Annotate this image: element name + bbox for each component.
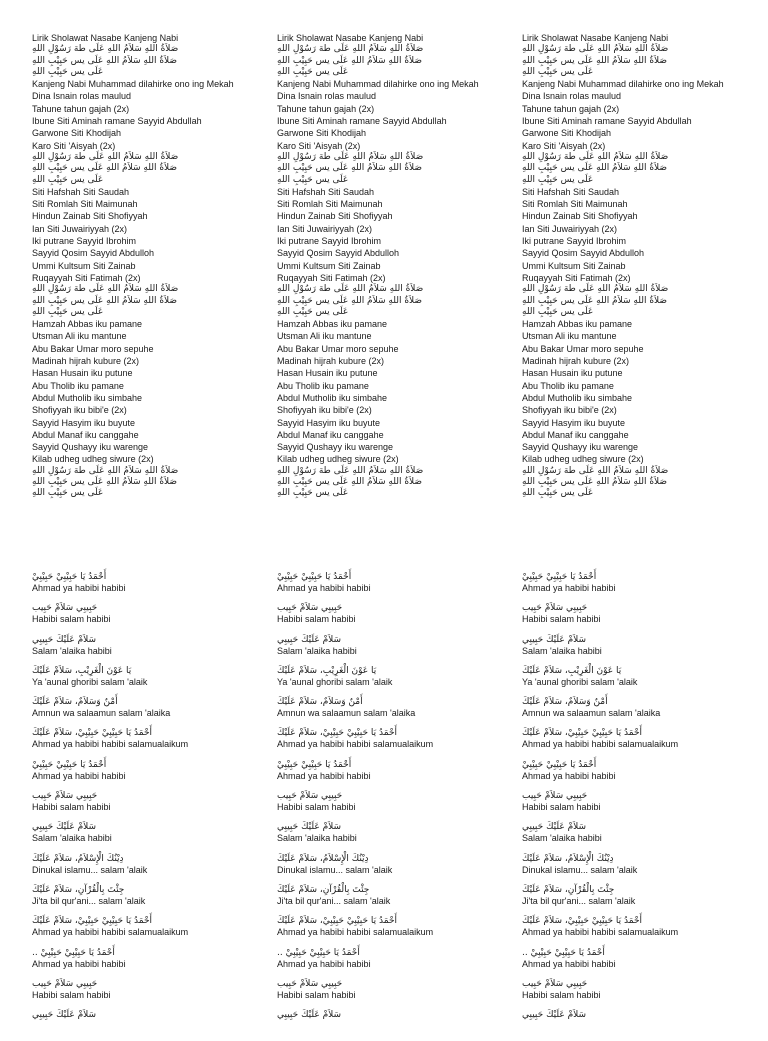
chorus-arabic-line: أَحْمَدُ يَا حَبِيْبِيْ حَبِيْبِيْ، سَلاَمْ عَلَيْكَ — [522, 728, 643, 739]
lyric-line: Kilab udheg udheg siwure (2x) — [277, 454, 399, 465]
lyric-line: Hindun Zainab Siti Shofiyyah — [277, 211, 393, 222]
chorus-pair — [277, 760, 517, 791]
lyric-line: Hasan Husain iku putune — [522, 368, 623, 379]
chorus-pair — [32, 1010, 272, 1041]
lyric-line: Hasan Husain iku putune — [32, 368, 133, 379]
lyric-line: Kanjeng Nabi Muhammad dilahirke ono ing Mekah — [32, 79, 234, 90]
arabic-line: صَلاَةُ اللهِ سَلاَمُ اللهِ عَلَى طهَ رَسُوْلِ اللهِ — [32, 465, 179, 476]
chorus-transliteration: Habibi salam habibi — [32, 802, 111, 813]
chorus-arabic-line: سَلاَمْ عَلَيْكَ حَبِيبِي — [522, 634, 587, 645]
lyric-line: Ummi Kultsum Siti Zainab — [522, 260, 626, 271]
chorus-arabic-line: دِيْنُكَ الْإِسْلاَمُ، سَلاَمْ عَلَيْكَ — [277, 853, 369, 864]
lyric-line: Sayyid Hasyim iku buyute — [32, 417, 136, 428]
chorus-transliteration: Amnun wa salaamun salam 'alaika — [522, 708, 661, 719]
chorus-column-2 — [277, 572, 517, 1041]
chorus-pair — [522, 791, 762, 822]
chorus-transliteration: Salam 'alaika habibi — [32, 833, 112, 844]
arabic-line: صَلاَةُ اللهِ سَلاَمُ اللهِ عَلَى يس حَبِيْبِ اللهِ — [522, 55, 668, 66]
lyric-line: Ruqayyah Siti Fatimah (2x) — [32, 272, 141, 283]
lyric-line: Dina Isnain rolas maulud — [277, 91, 377, 102]
chorus-pair — [522, 572, 762, 603]
chorus-pair — [32, 916, 272, 947]
chorus-pair — [277, 697, 517, 728]
lyric-line: Abu Bakar Umar moro sepuhe — [277, 343, 399, 354]
chorus-transliteration: Ji'ta bil qur'ani... salam 'alaik — [277, 895, 391, 906]
chorus-arabic-line: يَا عَوْنَ الْغَرِيْبِ، سَلاَمْ عَلَيْكَ — [32, 665, 132, 676]
chorus-arabic-line: حَبِيبِي سَلاَمْ حَبِيب — [277, 978, 343, 989]
chorus-arabic-line: أَحْمَدُ يَا حَبِيْبِيْ حَبِيْبِيْ — [277, 759, 352, 770]
chorus-transliteration: Ahmad ya habibi habibi — [522, 583, 616, 593]
chorus-arabic-line: يَا عَوْنَ الْغَرِيْبِ، سَلاَمْ عَلَيْكَ — [522, 665, 622, 676]
chorus-pair — [522, 916, 762, 947]
chorus-arabic-line: أَحْمَدُ يَا حَبِيْبِيْ حَبِيْبِيْ — [522, 759, 597, 770]
chorus-arabic-line: أَمْنٌ وَسَلاَمٌ، سَلاَمْ عَلَيْكَ — [277, 697, 363, 708]
chorus-arabic-line: أَحْمَدُ يَا حَبِيْبِيْ حَبِيْبِيْ، سَلاَمْ عَلَيْكَ — [522, 916, 643, 927]
arabic-line: صَلاَةُ اللهِ سَلاَمُ اللهِ عَلَى يس حَبِيْبِ اللهِ — [522, 295, 668, 306]
lyric-line: Abu Bakar Umar moro sepuhe — [522, 343, 644, 354]
chorus-arabic-line: حَبِيبِي سَلاَمْ حَبِيب — [522, 978, 588, 989]
lyric-line: Abdul Mutholib iku simbahe — [522, 392, 633, 403]
chorus-arabic-line: جِئْتَ بِالْقُرْآنِ، سَلاَمْ عَلَيْكَ — [522, 884, 615, 895]
lyric-line: Abu Tholib iku pamane — [277, 380, 369, 391]
lyric-line: Hasan Husain iku putune — [277, 368, 378, 379]
arabic-line: عَلَى يس حَبِيْبِ اللهِ — [277, 174, 349, 185]
arabic-line: صَلاَةُ اللهِ سَلاَمُ اللهِ عَلَى طهَ رَسُوْلِ اللهِ — [32, 44, 179, 55]
chorus-arabic-line: حَبِيبِي سَلاَمْ حَبِيب — [32, 603, 98, 614]
lyric-line: Sayyid Hasyim iku buyute — [522, 417, 626, 428]
arabic-line: صَلاَةُ اللهِ سَلاَمُ اللهِ عَلَى يس حَبِيْبِ اللهِ — [277, 295, 423, 306]
lyric-line: Ian Siti Juwairiyyah (2x) — [522, 223, 618, 234]
arabic-line: صَلاَةُ اللهِ سَلاَمُ اللهِ عَلَى يس حَبِيْبِ اللهِ — [32, 163, 178, 174]
chorus-pair — [32, 791, 272, 822]
chorus-arabic-line: سَلاَمْ عَلَيْكَ حَبِيبِي — [522, 1010, 587, 1021]
chorus-arabic-line: أَحْمَدُ يَا حَبِيْبِيْ حَبِيْبِيْ — [32, 572, 107, 582]
arabic-line: صَلاَةُ اللهِ سَلاَمُ اللهِ عَلَى طهَ رَسُوْلِ اللهِ — [277, 44, 424, 55]
arabic-line: صَلاَةُ اللهِ سَلاَمُ اللهِ عَلَى يس حَبِيْبِ اللهِ — [277, 163, 423, 174]
lyric-line: Madinah hijrah kubure (2x) — [32, 356, 140, 367]
lyric-line: Ibune Siti Aminah ramane Sayyid Abdullah — [277, 116, 447, 127]
lyric-line: Ruqayyah Siti Fatimah (2x) — [277, 272, 386, 283]
chorus-transliteration: Habibi salam habibi — [522, 802, 601, 813]
lyric-line: Ian Siti Juwairiyyah (2x) — [32, 223, 128, 234]
arabic-line: صَلاَةُ اللهِ سَلاَمُ اللهِ عَلَى طهَ رَسُوْلِ اللهِ — [522, 44, 669, 55]
lyric-line: Iki putrane Sayyid Ibrohim — [32, 236, 137, 247]
chorus-transliteration: Habibi salam habibi — [32, 989, 111, 1000]
lyric-line: Hindun Zainab Siti Shofiyyah — [522, 211, 638, 222]
lyric-line: Shofiyyah iku bibi'e (2x) — [277, 405, 372, 416]
lyric-line: Abdul Mutholib iku simbahe — [32, 392, 143, 403]
chorus-pair — [522, 728, 762, 759]
lyric-line: Shofiyyah iku bibi'e (2x) — [522, 405, 617, 416]
arabic-line: عَلَى يس حَبِيْبِ اللهِ — [522, 174, 594, 185]
chorus-arabic-line: أَحْمَدُ يَا حَبِيْبِيْ حَبِيْبِيْ — [32, 759, 107, 770]
chorus-transliteration: Ahmad ya habibi habibi — [277, 770, 371, 781]
chorus-transliteration: Salam 'alaika habibi — [277, 833, 357, 844]
chorus-pair — [522, 666, 762, 697]
chorus-transliteration: Ahmad ya habibi habibi — [277, 958, 371, 969]
chorus-pair — [32, 728, 272, 759]
chorus-transliteration: Habibi salam habibi — [277, 614, 356, 625]
lyric-line: Sayyid Qushayy iku warenge — [32, 442, 149, 453]
arabic-line: عَلَى يس حَبِيْبِ اللهِ — [277, 488, 349, 499]
arabic-line: صَلاَةُ اللهِ سَلاَمُ اللهِ عَلَى طهَ رَسُوْلِ اللهِ — [277, 465, 424, 476]
arabic-line: صَلاَةُ اللهِ سَلاَمُ اللهِ عَلَى طهَ رَسُوْلِ اللهِ — [277, 284, 424, 295]
arabic-line: عَلَى يس حَبِيْبِ اللهِ — [522, 306, 594, 317]
arabic-line: صَلاَةُ اللهِ سَلاَمُ اللهِ عَلَى طهَ رَسُوْلِ اللهِ — [522, 284, 669, 295]
arabic-line: عَلَى يس حَبِيْبِ اللهِ — [522, 488, 594, 499]
arabic-line: صَلاَةُ اللهِ سَلاَمُ اللهِ عَلَى يس حَبِيْبِ اللهِ — [277, 476, 423, 487]
chorus-pair — [277, 603, 517, 634]
lyric-line: Siti Hafshah Siti Saudah — [32, 186, 130, 197]
chorus-transliteration: Salam 'alaika habibi — [522, 645, 602, 656]
chorus-transliteration: Ahmad ya habibi habibi salamualaikum — [277, 927, 434, 938]
chorus-pair — [277, 572, 517, 603]
lyric-line: Garwone Siti Khodijah — [522, 128, 612, 139]
chorus-transliteration: Amnun wa salaamun salam 'alaika — [277, 708, 416, 719]
lyric-line: Hamzah Abbas iku pamane — [32, 319, 143, 330]
lyric-line: Karo Siti 'Aisyah (2x) — [277, 140, 361, 151]
chorus-pair — [522, 635, 762, 666]
chorus-arabic-line: سَلاَمْ عَلَيْكَ حَبِيبِي — [522, 822, 587, 833]
chorus-transliteration: Habibi salam habibi — [277, 802, 356, 813]
chorus-pair — [277, 1010, 517, 1041]
chorus-arabic-line: سَلاَمْ عَلَيْكَ حَبِيبِي — [32, 1010, 97, 1021]
chorus-arabic-line: جِئْتَ بِالْقُرْآنِ، سَلاَمْ عَلَيْكَ — [277, 884, 370, 895]
chorus-transliteration: Ya 'aunal ghoribi salam 'alaik — [277, 676, 393, 687]
lyric-line: Ummi Kultsum Siti Zainab — [277, 260, 381, 271]
arabic-line: صَلاَةُ اللهِ سَلاَمُ اللهِ عَلَى طهَ رَسُوْلِ اللهِ — [277, 151, 424, 162]
chorus-pair — [277, 822, 517, 853]
lyric-line: Sayyid Qushayy iku warenge — [522, 442, 639, 453]
chorus-pair — [277, 728, 517, 759]
arabic-line: صَلاَةُ اللهِ سَلاَمُ اللهِ عَلَى طهَ رَسُوْلِ اللهِ — [522, 465, 669, 476]
chorus-transliteration: Habibi salam habibi — [522, 989, 601, 1000]
chorus-transliteration: Ahmad ya habibi habibi — [32, 958, 126, 969]
chorus-arabic-line: حَبِيبِي سَلاَمْ حَبِيب — [32, 978, 98, 989]
lyric-line: Utsman Ali iku mantune — [32, 331, 127, 342]
lyric-line: Tahune tahun gajah (2x) — [32, 103, 130, 114]
chorus-pair — [277, 979, 517, 1010]
chorus-arabic-line: سَلاَمْ عَلَيْكَ حَبِيبِي — [32, 634, 97, 645]
chorus-transliteration: Ji'ta bil qur'ani... salam 'alaik — [32, 895, 146, 906]
chorus-pair — [32, 635, 272, 666]
arabic-line: عَلَى يس حَبِيْبِ اللهِ — [277, 66, 349, 77]
arabic-line: صَلاَةُ اللهِ سَلاَمُ اللهِ عَلَى طهَ رَسُوْلِ اللهِ — [32, 151, 179, 162]
lyric-line: Lirik Sholawat Nasabe Kanjeng Nabi — [277, 33, 424, 43]
lyrics-column-2 — [277, 32, 517, 500]
chorus-pair — [522, 1010, 762, 1041]
chorus-pair — [32, 885, 272, 916]
lyric-line: Karo Siti 'Aisyah (2x) — [522, 140, 606, 151]
chorus-pair — [522, 760, 762, 791]
lyric-line: Kanjeng Nabi Muhammad dilahirke ono ing Mekah — [277, 79, 479, 90]
lyric-line: Abdul Manaf iku canggahe — [522, 429, 629, 440]
lyric-line: Garwone Siti Khodijah — [277, 128, 367, 139]
chorus-arabic-line: أَحْمَدُ يَا حَبِيْبِيْ حَبِيْبِيْ، سَلاَمْ عَلَيْكَ — [277, 916, 398, 927]
chorus-column-1 — [32, 572, 272, 1041]
chorus-arabic-line: أَمْنٌ وَسَلاَمٌ، سَلاَمْ عَلَيْكَ — [32, 697, 118, 708]
lyric-line: Tahune tahun gajah (2x) — [277, 103, 375, 114]
lyric-line: Ummi Kultsum Siti Zainab — [32, 260, 136, 271]
chorus-pair — [32, 697, 272, 728]
arabic-line: صَلاَةُ اللهِ سَلاَمُ اللهِ عَلَى يس حَبِيْبِ اللهِ — [32, 55, 178, 66]
chorus-arabic-line: .. أَحْمَدُ يَا حَبِيْبِيْ حَبِيْبِيْ — [32, 947, 115, 958]
chorus-arabic-line: حَبِيبِي سَلاَمْ حَبِيب — [522, 603, 588, 614]
lyric-line: Siti Romlah Siti Maimunah — [277, 199, 383, 210]
chorus-arabic-line: .. أَحْمَدُ يَا حَبِيْبِيْ حَبِيْبِيْ — [522, 947, 605, 958]
arabic-line: عَلَى يس حَبِيْبِ اللهِ — [32, 306, 104, 317]
lyric-line: Ruqayyah Siti Fatimah (2x) — [522, 272, 631, 283]
lyric-line: Iki putrane Sayyid Ibrohim — [522, 236, 627, 247]
chorus-transliteration: Dinukal islamu... salam 'alaik — [277, 864, 393, 875]
chorus-pair — [277, 666, 517, 697]
chorus-pair — [277, 791, 517, 822]
arabic-line: صَلاَةُ اللهِ سَلاَمُ اللهِ عَلَى طهَ رَسُوْلِ اللهِ — [522, 151, 669, 162]
chorus-transliteration: Ahmad ya habibi habibi salamualaikum — [32, 927, 189, 938]
chorus-pair — [32, 979, 272, 1010]
chorus-pair — [277, 916, 517, 947]
arabic-line: عَلَى يس حَبِيْبِ اللهِ — [32, 66, 104, 77]
chorus-pair — [32, 822, 272, 853]
chorus-transliteration: Habibi salam habibi — [522, 614, 601, 625]
lyrics-column-3 — [522, 32, 762, 500]
chorus-transliteration: Ahmad ya habibi habibi salamualaikum — [277, 739, 434, 750]
lyric-line: Lirik Sholawat Nasabe Kanjeng Nabi — [522, 33, 669, 43]
chorus-arabic-line: أَمْنٌ وَسَلاَمٌ، سَلاَمْ عَلَيْكَ — [522, 697, 608, 708]
chorus-pair — [32, 854, 272, 885]
chorus-pair — [522, 822, 762, 853]
lyric-line: Iki putrane Sayyid Ibrohim — [277, 236, 382, 247]
lyric-line: Abdul Mutholib iku simbahe — [277, 392, 388, 403]
chorus-transliteration: Ahmad ya habibi habibi — [277, 583, 371, 593]
chorus-transliteration: Ahmad ya habibi habibi — [522, 770, 616, 781]
arabic-line: صَلاَةُ اللهِ سَلاَمُ اللهِ عَلَى يس حَبِيْبِ اللهِ — [522, 476, 668, 487]
chorus-transliteration: Salam 'alaika habibi — [277, 645, 357, 656]
lyric-line: Abu Tholib iku pamane — [522, 380, 614, 391]
chorus-arabic-line: سَلاَمْ عَلَيْكَ حَبِيبِي — [32, 822, 97, 833]
chorus-arabic-line: أَحْمَدُ يَا حَبِيْبِيْ حَبِيْبِيْ — [522, 572, 597, 582]
chorus-transliteration: Ya 'aunal ghoribi salam 'alaik — [522, 676, 638, 687]
lyric-line: Hamzah Abbas iku pamane — [522, 319, 633, 330]
chorus-arabic-line: .. أَحْمَدُ يَا حَبِيْبِيْ حَبِيْبِيْ — [277, 947, 360, 958]
chorus-transliteration: Ahmad ya habibi habibi — [32, 583, 126, 593]
arabic-line: صَلاَةُ اللهِ سَلاَمُ اللهِ عَلَى يس حَبِيْبِ اللهِ — [277, 55, 423, 66]
chorus-arabic-line: دِيْنُكَ الْإِسْلاَمُ، سَلاَمْ عَلَيْكَ — [32, 853, 124, 864]
chorus-arabic-line: أَحْمَدُ يَا حَبِيْبِيْ حَبِيْبِيْ — [277, 572, 352, 582]
chorus-pair — [522, 697, 762, 728]
chorus-arabic-line: أَحْمَدُ يَا حَبِيْبِيْ حَبِيْبِيْ، سَلاَمْ عَلَيْكَ — [32, 728, 153, 739]
lyric-line: Sayyid Qushayy iku warenge — [277, 442, 394, 453]
chorus-pair — [277, 948, 517, 979]
lyric-line: Ian Siti Juwairiyyah (2x) — [277, 223, 373, 234]
chorus-transliteration: Ahmad ya habibi habibi — [522, 958, 616, 969]
chorus-pair — [522, 979, 762, 1010]
chorus-arabic-line: حَبِيبِي سَلاَمْ حَبِيب — [277, 603, 343, 614]
lyric-line: Hindun Zainab Siti Shofiyyah — [32, 211, 148, 222]
lyric-line: Madinah hijrah kubure (2x) — [522, 356, 630, 367]
chorus-pair — [277, 635, 517, 666]
arabic-line: عَلَى يس حَبِيْبِ اللهِ — [277, 306, 349, 317]
lyric-line: Sayyid Qosim Sayyid Abdulloh — [522, 248, 645, 259]
chorus-arabic-line: جِئْتَ بِالْقُرْآنِ، سَلاَمْ عَلَيْكَ — [32, 884, 125, 895]
chorus-arabic-line: أَحْمَدُ يَا حَبِيْبِيْ حَبِيْبِيْ، سَلاَمْ عَلَيْكَ — [277, 728, 398, 739]
lyric-line: Utsman Ali iku mantune — [277, 331, 372, 342]
chorus-pair — [277, 885, 517, 916]
chorus-arabic-line: سَلاَمْ عَلَيْكَ حَبِيبِي — [277, 1010, 342, 1021]
arabic-line: صَلاَةُ اللهِ سَلاَمُ اللهِ عَلَى يس حَبِيْبِ اللهِ — [32, 295, 178, 306]
chorus-column-3 — [522, 572, 762, 1041]
chorus-transliteration: Dinukal islamu... salam 'alaik — [522, 864, 638, 875]
chorus-arabic-line: يَا عَوْنَ الْغَرِيْبِ، سَلاَمْ عَلَيْكَ — [277, 665, 377, 676]
lyric-line: Siti Romlah Siti Maimunah — [32, 199, 138, 210]
chorus-transliteration: Dinukal islamu... salam 'alaik — [32, 864, 148, 875]
arabic-line: عَلَى يس حَبِيْبِ اللهِ — [32, 488, 104, 499]
chorus-transliteration: Ya 'aunal ghoribi salam 'alaik — [32, 676, 148, 687]
lyric-line: Siti Romlah Siti Maimunah — [522, 199, 628, 210]
lyric-line: Abu Bakar Umar moro sepuhe — [32, 343, 154, 354]
lyric-line: Siti Hafshah Siti Saudah — [522, 186, 620, 197]
chorus-pair — [277, 854, 517, 885]
lyric-line: Kilab udheg udheg siwure (2x) — [32, 454, 154, 465]
chorus-transliteration: Habibi salam habibi — [277, 989, 356, 1000]
lyric-line: Karo Siti 'Aisyah (2x) — [32, 140, 116, 151]
chorus-transliteration: Ahmad ya habibi habibi — [32, 770, 126, 781]
lyric-line: Lirik Sholawat Nasabe Kanjeng Nabi — [32, 33, 179, 43]
chorus-arabic-line: حَبِيبِي سَلاَمْ حَبِيب — [277, 791, 343, 802]
lyric-line: Shofiyyah iku bibi'e (2x) — [32, 405, 127, 416]
lyric-line: Garwone Siti Khodijah — [32, 128, 122, 139]
arabic-line: عَلَى يس حَبِيْبِ اللهِ — [32, 174, 104, 185]
chorus-pair — [522, 603, 762, 634]
lyric-line: Ibune Siti Aminah ramane Sayyid Abdullah — [522, 116, 692, 127]
chorus-pair — [522, 885, 762, 916]
chorus-transliteration: Amnun wa salaamun salam 'alaika — [32, 708, 171, 719]
lyric-line: Tahune tahun gajah (2x) — [522, 103, 620, 114]
chorus-pair — [32, 666, 272, 697]
chorus-transliteration: Ahmad ya habibi habibi salamualaikum — [522, 927, 679, 938]
arabic-line: صَلاَةُ اللهِ سَلاَمُ اللهِ عَلَى طهَ رَسُوْلِ اللهِ — [32, 284, 179, 295]
arabic-line: صَلاَةُ اللهِ سَلاَمُ اللهِ عَلَى يس حَبِيْبِ اللهِ — [522, 163, 668, 174]
arabic-line: عَلَى يس حَبِيْبِ اللهِ — [522, 66, 594, 77]
lyric-line: Sayyid Hasyim iku buyute — [277, 417, 381, 428]
chorus-transliteration: Ji'ta bil qur'ani... salam 'alaik — [522, 895, 636, 906]
lyric-line: Hamzah Abbas iku pamane — [277, 319, 388, 330]
lyric-line: Kanjeng Nabi Muhammad dilahirke ono ing Mekah — [522, 79, 724, 90]
chorus-transliteration: Ahmad ya habibi habibi salamualaikum — [522, 739, 679, 750]
lyric-line: Dina Isnain rolas maulud — [32, 91, 132, 102]
chorus-arabic-line: حَبِيبِي سَلاَمْ حَبِيب — [32, 791, 98, 802]
arabic-line: صَلاَةُ اللهِ سَلاَمُ اللهِ عَلَى يس حَبِيْبِ اللهِ — [32, 476, 178, 487]
lyric-line: Ibune Siti Aminah ramane Sayyid Abdullah — [32, 116, 202, 127]
chorus-pair — [32, 760, 272, 791]
chorus-pair — [32, 948, 272, 979]
lyric-line: Abdul Manaf iku canggahe — [32, 429, 139, 440]
lyric-line: Madinah hijrah kubure (2x) — [277, 356, 385, 367]
lyric-line: Utsman Ali iku mantune — [522, 331, 617, 342]
chorus-arabic-line: سَلاَمْ عَلَيْكَ حَبِيبِي — [277, 634, 342, 645]
lyric-line: Kilab udheg udheg siwure (2x) — [522, 454, 644, 465]
lyrics-column-1 — [32, 32, 272, 500]
chorus-arabic-line: أَحْمَدُ يَا حَبِيْبِيْ حَبِيْبِيْ، سَلاَمْ عَلَيْكَ — [32, 916, 153, 927]
lyric-line: Abdul Manaf iku canggahe — [277, 429, 384, 440]
lyric-line: Siti Hafshah Siti Saudah — [277, 186, 375, 197]
lyric-line: Dina Isnain rolas maulud — [522, 91, 622, 102]
lyric-line: Sayyid Qosim Sayyid Abdulloh — [32, 248, 155, 259]
chorus-transliteration: Salam 'alaika habibi — [32, 645, 112, 656]
chorus-pair — [522, 948, 762, 979]
chorus-pair — [32, 603, 272, 634]
lyric-line: Sayyid Qosim Sayyid Abdulloh — [277, 248, 400, 259]
lyric-line: Abu Tholib iku pamane — [32, 380, 124, 391]
chorus-transliteration: Habibi salam habibi — [32, 614, 111, 625]
chorus-pair — [32, 572, 272, 603]
chorus-transliteration: Salam 'alaika habibi — [522, 833, 602, 844]
chorus-pair — [522, 854, 762, 885]
chorus-transliteration: Ahmad ya habibi habibi salamualaikum — [32, 739, 189, 750]
chorus-arabic-line: سَلاَمْ عَلَيْكَ حَبِيبِي — [277, 822, 342, 833]
chorus-arabic-line: حَبِيبِي سَلاَمْ حَبِيب — [522, 791, 588, 802]
chorus-arabic-line: دِيْنُكَ الْإِسْلاَمُ، سَلاَمْ عَلَيْكَ — [522, 853, 614, 864]
